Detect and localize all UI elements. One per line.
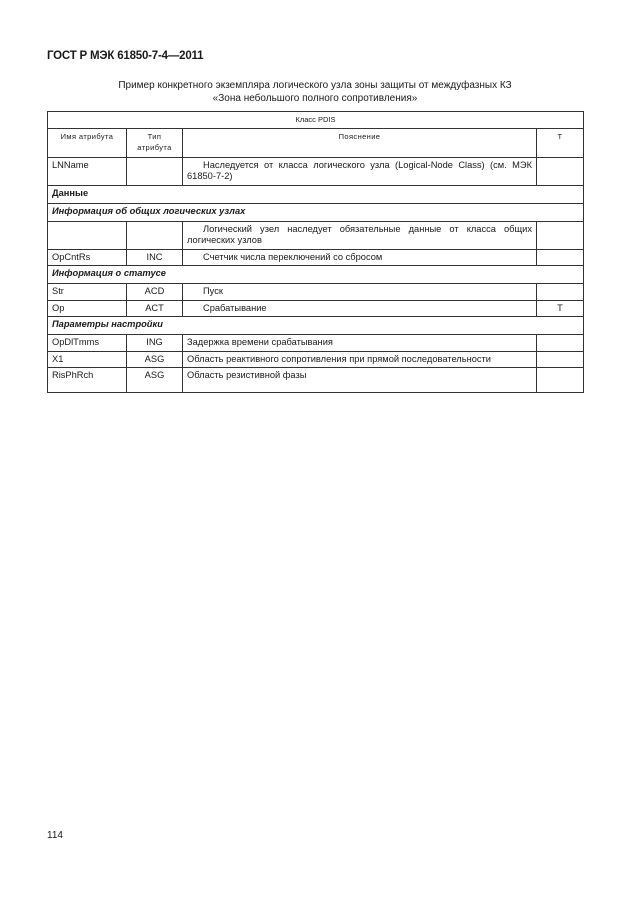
table-caption	[47, 80, 583, 105]
attr-type-cell: ING	[127, 335, 183, 352]
explanation-cell: Пуск	[183, 284, 537, 301]
explanation-cell: Задержка времени срабатывания	[183, 335, 537, 352]
attr-name-cell: X1	[48, 351, 127, 368]
table-row-op	[48, 300, 584, 317]
t-cell	[537, 157, 584, 185]
explanation-cell: Наследуется от класса логического узла (Logical-Node Class) (см. МЭК 61850-7-2)	[183, 157, 537, 185]
t-cell	[537, 221, 584, 249]
header-attr-type-line2: атрибута	[137, 142, 172, 152]
attr-name-cell: Str	[48, 284, 127, 301]
section-data: Данные	[48, 185, 584, 203]
column-header-row	[48, 128, 584, 157]
header-attr-name: Имя атрибута	[48, 128, 127, 157]
explanation-cell: Счетчик числа переключений со сбросом	[183, 249, 537, 266]
table-row-x1	[48, 351, 584, 368]
attr-name-cell: LNName	[48, 157, 127, 185]
pdis-class-table	[47, 111, 584, 393]
attr-name-cell: RisPhRch	[48, 368, 127, 393]
attr-name-cell: OpDlTmms	[48, 335, 127, 352]
attr-type-cell: ACT	[127, 300, 183, 317]
table-row-common-inherit	[48, 221, 584, 249]
document-header: ГОСТ Р МЭК 61850-7-4—2011	[47, 50, 204, 62]
attr-type-cell: ASG	[127, 368, 183, 393]
attr-name-cell: OpCntRs	[48, 249, 127, 266]
explanation-cell: Область реактивного сопротивления при прямой последовательности	[183, 351, 537, 368]
section-settings: Параметры настройки	[48, 317, 584, 335]
caption-line-1: Пример конкретного экземпляра логического узла зоны защиты от междуфазных КЗ	[118, 80, 512, 91]
header-explanation: Пояснение	[183, 128, 537, 157]
t-cell	[537, 249, 584, 266]
table-row-opcntrs	[48, 249, 584, 266]
section-row-settings	[48, 317, 584, 335]
header-attr-type	[127, 128, 183, 157]
table-row-risphrch	[48, 368, 584, 393]
attr-type-cell	[127, 221, 183, 249]
explanation-cell: Срабатывание	[183, 300, 537, 317]
section-row-data	[48, 185, 584, 203]
header-t: Т	[537, 128, 584, 157]
class-title: Класс PDIS	[48, 112, 584, 129]
page-number: 114	[47, 830, 63, 841]
section-row-status	[48, 266, 584, 284]
attr-name-cell	[48, 221, 127, 249]
caption-line-2: «Зона небольшого полного сопротивления»	[212, 92, 418, 104]
table-row-opdltmms	[48, 335, 584, 352]
attr-name-cell: Op	[48, 300, 127, 317]
t-cell	[537, 351, 584, 368]
attr-type-cell: ASG	[127, 351, 183, 368]
table-row-lnname	[48, 157, 584, 185]
section-status-info: Информация о статусе	[48, 266, 584, 284]
t-cell: T	[537, 300, 584, 317]
attr-type-cell: INC	[127, 249, 183, 266]
t-cell	[537, 284, 584, 301]
explanation-cell: Область резистивной фазы	[183, 368, 537, 393]
explanation-cell: Логический узел наследует обязательные данные от класса общих логических узлов	[183, 221, 537, 249]
class-title-row	[48, 112, 584, 129]
t-cell	[537, 335, 584, 352]
section-row-common	[48, 203, 584, 221]
attr-type-cell	[127, 157, 183, 185]
header-attr-type-line1: Тип	[147, 131, 162, 141]
section-common-info: Информация об общих логических узлах	[48, 203, 584, 221]
table-row-str	[48, 284, 584, 301]
attr-type-cell: ACD	[127, 284, 183, 301]
t-cell	[537, 368, 584, 393]
